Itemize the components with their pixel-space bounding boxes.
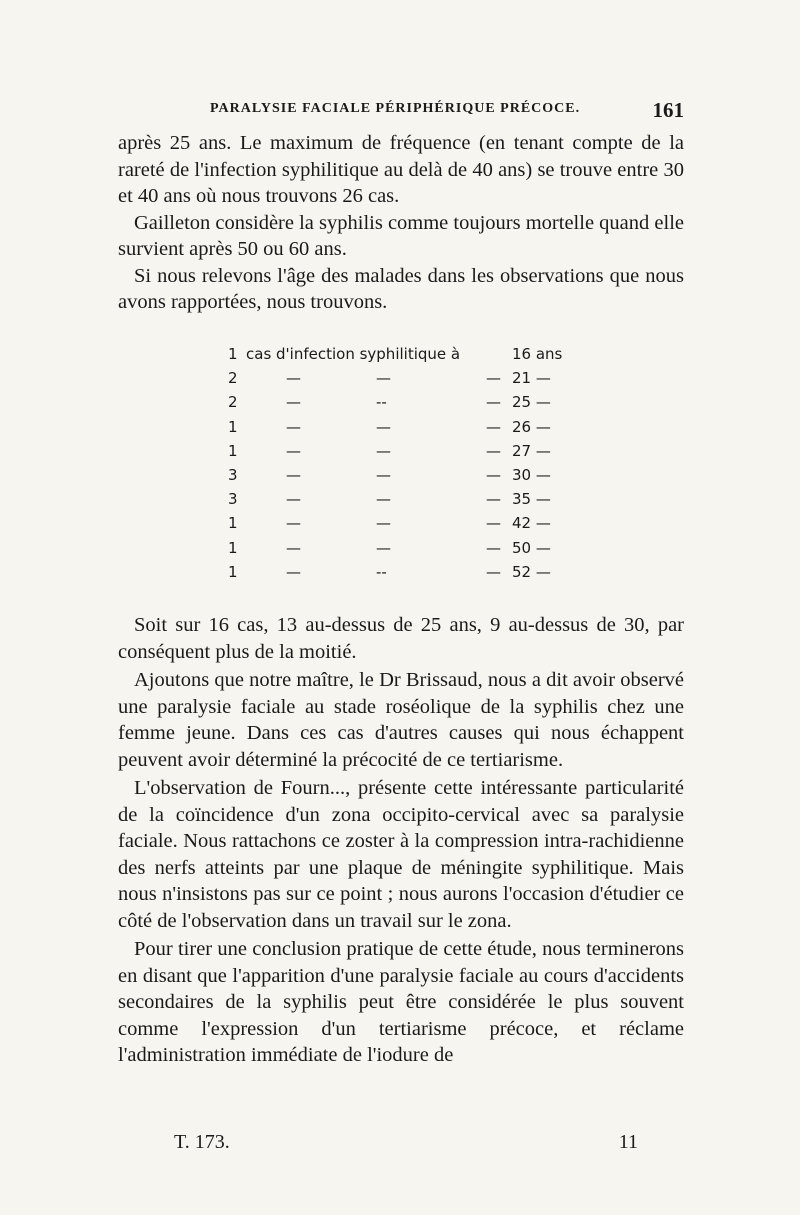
table-header-label: cas d'infection syphilitique à (246, 345, 461, 363)
table-cell-age: 26 — (512, 417, 551, 436)
table-cell-age: 42 — (512, 514, 551, 533)
table-cell-age: 52 — (512, 562, 551, 581)
ditto-mark: -- (376, 393, 387, 412)
ditto-mark: — (286, 538, 301, 557)
table-cell-count: 1 (228, 441, 238, 460)
table-cell-count: 1 (228, 538, 238, 557)
ditto-mark: — (486, 465, 501, 484)
page-footer (118, 1131, 684, 1159)
paragraph: Si nous relevons l'âge des malades dans les observations que nous avons rapportées, nous trouvons. (118, 264, 684, 313)
ditto-mark: — (286, 417, 301, 436)
paragraph: Soit sur 16 cas, 13 au-dessus de 25 ans, 9 au-dessus de 30, par conséquent plus de la moitié. (118, 614, 684, 663)
table-cell-count: 3 (228, 465, 238, 484)
ditto-mark: — (376, 538, 391, 557)
ditto-mark: — (286, 562, 301, 581)
signature-number: 11 (618, 1131, 638, 1153)
ditto-mark: — (376, 369, 391, 388)
ditto-mark: — (486, 369, 501, 388)
page-number: 161 (652, 98, 684, 122)
table-cell-count: 1 (228, 417, 238, 436)
table-cell-count: 2 (228, 393, 238, 412)
signature-mark: T. 173. (174, 1131, 230, 1153)
table-cell-count: 3 (228, 490, 238, 509)
ditto-mark: — (286, 441, 301, 460)
ditto-mark: — (486, 562, 501, 581)
table-cell-age: 30 — (512, 465, 551, 484)
paragraph: L'observation de Fourn..., présente cette intéressante particularité de la coïncidence d'un zona occipito-cervical avec sa paralysie faciale. Nous rattachons ce zoster à la compression intra-rachidienne des nerfs atteints par une plaque de méningite syphilitique. Mais nous n'insistons pas sur ce point ; nous aurons l'occasion d'étudier ce côté de l'observation dans un travail sur le zona. (118, 777, 684, 932)
paragraph: Gailleton considère la syphilis comme toujours mortelle quand elle survient après 50 ou 60 ans. (118, 211, 684, 260)
ditto-mark: — (286, 514, 301, 533)
table-cell-age: 16 ans (512, 345, 563, 363)
ditto-mark: — (376, 490, 391, 509)
ditto-mark: — (286, 393, 301, 412)
table-cell-age: 50 — (512, 538, 551, 557)
ditto-mark: — (486, 417, 501, 436)
paragraph: Ajoutons que notre maître, le Dr Brissaud, nous a dit avoir observé une paralysie faciale au stade roséolique de la syphilis chez une femme jeune. Dans ces cas d'autres causes qui nous échappent peuvent avoir déterminé la précocité de ce tertiarisme. (118, 669, 684, 771)
closing-text (118, 612, 684, 1069)
table-cell-age: 21 — (512, 369, 551, 388)
table-cell-count: 1 (228, 514, 238, 533)
ditto-mark: -- (376, 562, 387, 581)
ditto-mark: — (376, 441, 391, 460)
ditto-mark: — (486, 393, 501, 412)
ditto-mark: — (376, 514, 391, 533)
ditto-mark: — (286, 369, 301, 388)
paragraph: Pour tirer une conclusion pratique de cette étude, nous terminerons en disant que l'apparition d'une paralysie faciale au cours d'accidents secondaires de la syphilis peut être considérée le plus souvent comme l'expression d'un tertiarisme précoce, et réclame l'administration immédiate de l'iodure de (118, 938, 684, 1066)
ditto-mark: — (486, 538, 501, 557)
table-cell-age: 35 — (512, 490, 551, 509)
table-cell-count: 2 (228, 369, 238, 388)
intro-text (118, 130, 684, 316)
table-cell-count: 1 (228, 562, 238, 581)
table-cell-count: 1 (228, 345, 238, 363)
ditto-mark: — (376, 417, 391, 436)
ditto-mark: — (486, 441, 501, 460)
ditto-mark: — (486, 514, 501, 533)
running-title: PARALYSIE FACIALE PÉRIPHÉRIQUE PRÉCOCE. (210, 101, 581, 116)
paragraph: après 25 ans. Le maximum de fréquence (en tenant compte de la rareté de l'infection syphilitique au delà de 40 ans) se trouve entre 30 et 40 ans où nous trouvons 26 cas. (118, 132, 684, 207)
ditto-mark: — (486, 490, 501, 509)
ditto-mark: — (376, 465, 391, 484)
page-header (118, 98, 688, 124)
table-cell-age: 25 — (512, 393, 551, 412)
table-cell-age: 27 — (512, 441, 551, 460)
ditto-mark: — (286, 465, 301, 484)
ditto-mark: — (286, 490, 301, 509)
